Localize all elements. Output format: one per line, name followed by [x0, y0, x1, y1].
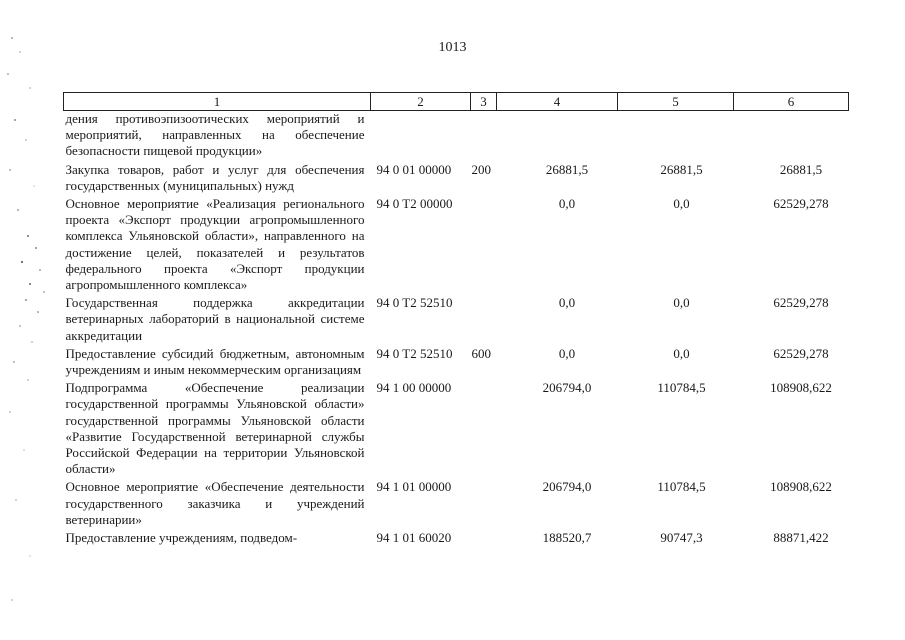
- row-name: Основное мероприятие «Реализация регионального проекта «Экспорт продукции агропромышленного комплекса Ульяновской области», направленного на достижение целей, показателей и результатов федерального проекта «Экспорт продукции агропромышленного комплекса»: [65, 196, 365, 293]
- row-code: 94 1 00 00000: [376, 380, 452, 396]
- row-value-4: 206794,0: [542, 380, 592, 396]
- row-value-4: 0,0: [558, 196, 576, 212]
- row-vr: [471, 479, 497, 530]
- header-col-5: 5: [618, 93, 734, 111]
- row-name: Закупка товаров, работ и услуг для обеспечения государственных (муниципальных) нужд: [65, 161, 365, 193]
- row-value-5: [618, 111, 734, 162]
- row-name: Подпрограмма «Обеспечение реализации государственной программы Ульяновской области» государственной программы Ульяновской области «Развитие Государственной ветеринарной службы Российской Федерации на территории Ульяновской области»: [65, 380, 365, 477]
- header-col-4: 4: [497, 93, 618, 111]
- row-code: 94 0 01 00000: [376, 161, 452, 177]
- table-row: [64, 162, 849, 196]
- row-code: 94 1 01 60020: [376, 530, 452, 546]
- table-row: [64, 380, 849, 479]
- row-value-5: 90747,3: [660, 530, 703, 546]
- row-name: Основное мероприятие «Обеспечение деятельности государственного заказчика и учреждений ветеринарии»: [65, 479, 365, 527]
- row-value-6: 108908,622: [770, 380, 832, 396]
- row-value-5: 26881,5: [660, 161, 703, 177]
- table-row: [64, 196, 849, 295]
- row-value-4: 0,0: [558, 295, 576, 311]
- row-vr: [471, 380, 497, 479]
- table-row: [64, 530, 849, 548]
- row-value-4: 26881,5: [545, 161, 589, 177]
- row-value-6: 88871,422: [773, 530, 829, 546]
- row-value-5: 110784,5: [657, 380, 706, 396]
- row-value-4: 188520,7: [542, 530, 592, 546]
- row-value-5: 0,0: [673, 196, 690, 212]
- row-vr: 200: [471, 161, 491, 177]
- row-value-6: 108908,622: [770, 479, 832, 495]
- table-row: [64, 111, 849, 162]
- header-col-2: 2: [371, 93, 471, 111]
- row-value-5: 0,0: [673, 345, 690, 361]
- row-name: дения противоэпизоотических мероприятий и мероприятий, направленных на обеспечение безопасности пищевой продукции»: [65, 111, 365, 159]
- row-code: 94 0 T2 52510: [376, 345, 453, 361]
- header-col-1: 1: [64, 93, 371, 111]
- row-value-5: 0,0: [673, 295, 690, 311]
- row-vr: [471, 111, 497, 162]
- row-value-4: 0,0: [558, 345, 576, 361]
- page-number: 1013: [438, 40, 467, 55]
- row-value-6: 62529,278: [773, 295, 829, 311]
- row-vr: [471, 295, 497, 346]
- row-name: Государственная поддержка аккредитации ветеринарных лабораторий в национальной системе аккредитации: [65, 295, 365, 343]
- table-row: [64, 479, 849, 530]
- budget-table: [63, 92, 849, 548]
- row-value-6: [734, 111, 849, 162]
- row-value-6: 62529,278: [773, 345, 829, 361]
- table-row: [64, 295, 849, 346]
- row-value-4: [497, 111, 618, 162]
- row-value-4: 206794,0: [542, 479, 592, 495]
- row-vr: [471, 530, 497, 548]
- row-code: 94 0 T2 52510: [376, 295, 453, 311]
- row-code: 94 0 T2 00000: [376, 196, 453, 212]
- scan-noise: [0, 0, 60, 640]
- table-row: [64, 346, 849, 380]
- row-value-6: 26881,5: [779, 161, 823, 177]
- row-vr: [471, 196, 497, 295]
- row-value-5: 110784,5: [657, 479, 706, 495]
- row-value-6: 62529,278: [773, 196, 829, 212]
- row-code: 94 1 01 00000: [376, 479, 452, 495]
- header-col-6: 6: [734, 93, 849, 111]
- row-code: [371, 111, 471, 162]
- row-name: Предоставление субсидий бюджетным, автономным учреждениям и иным некоммерческим организациям: [65, 345, 365, 378]
- row-vr: 600: [471, 345, 491, 361]
- header-col-3: 3: [471, 93, 497, 111]
- row-name: Предоставление учреждениям, подведом-: [65, 530, 298, 546]
- table-header-row: [64, 93, 849, 111]
